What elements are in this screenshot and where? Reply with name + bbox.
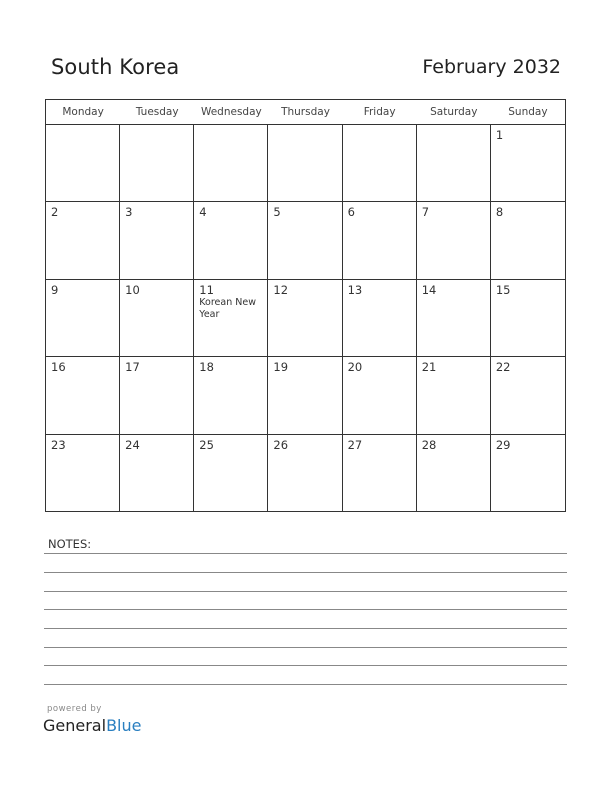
day-number: 8 <box>495 205 504 220</box>
day-cell <box>268 435 342 512</box>
holiday-label: Korean New Year <box>199 296 256 320</box>
day-cell <box>268 202 342 279</box>
day-number: 17 <box>125 360 140 375</box>
day-cell <box>194 125 268 202</box>
notes-line <box>44 647 567 648</box>
generalblue-logo[interactable] <box>43 716 141 735</box>
day-number: 7 <box>421 205 430 220</box>
day-cell <box>194 435 268 512</box>
day-cell <box>491 202 565 279</box>
day-number: 18 <box>199 360 214 375</box>
weekday-tuesday: Tuesday <box>135 106 179 118</box>
day-cell <box>491 280 565 357</box>
day-cell <box>120 280 194 357</box>
brand-blue: Blue <box>106 716 142 735</box>
weekday-friday: Friday <box>363 106 396 118</box>
notes-line <box>44 609 567 610</box>
day-cell <box>343 435 417 512</box>
weekday-wednesday: Wednesday <box>200 106 262 118</box>
day-number: 4 <box>199 205 207 220</box>
day-cell <box>491 435 565 512</box>
weekday-thursday: Thursday <box>281 106 330 118</box>
day-number: 3 <box>125 205 133 220</box>
day-number: 21 <box>421 360 437 375</box>
day-number: 24 <box>125 437 140 452</box>
day-number: 25 <box>199 437 214 452</box>
notes-line <box>44 591 567 592</box>
weekday-sunday: Sunday <box>508 106 548 118</box>
brand-general: General <box>43 716 107 735</box>
day-number: 2 <box>51 205 59 220</box>
calendar-grid <box>45 99 566 512</box>
day-cell <box>120 357 194 434</box>
day-number: 15 <box>495 282 511 297</box>
day-cell <box>46 125 120 202</box>
weekday-header-row <box>46 100 565 125</box>
day-number: 19 <box>273 360 289 375</box>
day-cell <box>417 280 491 357</box>
notes-line <box>44 572 567 573</box>
day-cell <box>268 280 342 357</box>
weekday-saturday: Saturday <box>430 106 478 118</box>
day-number: 1 <box>495 128 504 142</box>
day-number: 11 <box>199 282 214 297</box>
day-number: 5 <box>273 205 281 220</box>
day-number: 20 <box>347 360 363 375</box>
day-cell <box>194 202 268 279</box>
day-cell <box>46 202 120 279</box>
day-number: 13 <box>347 282 363 297</box>
notes-line <box>44 665 567 666</box>
day-number: 26 <box>273 437 289 452</box>
day-cell <box>343 202 417 279</box>
day-number: 14 <box>421 282 437 297</box>
day-number: 6 <box>347 205 355 220</box>
day-cell <box>491 125 565 202</box>
day-number: 9 <box>51 282 59 297</box>
day-number: 27 <box>347 437 363 452</box>
day-cell <box>46 280 120 357</box>
day-number: 10 <box>125 282 140 297</box>
notes-label: NOTES: <box>48 537 92 551</box>
day-cell <box>46 435 120 512</box>
day-cell <box>417 125 491 202</box>
day-cell <box>268 125 342 202</box>
day-cell <box>194 357 268 434</box>
day-number: 23 <box>51 437 66 452</box>
notes-line <box>44 628 567 629</box>
day-cell <box>417 202 491 279</box>
day-cell <box>343 280 417 357</box>
day-cell <box>417 357 491 434</box>
day-cell <box>46 357 120 434</box>
powered-by-text: powered by <box>47 704 102 714</box>
weekday-monday: Monday <box>62 106 104 118</box>
day-cell <box>343 357 417 434</box>
notes-line <box>44 553 567 554</box>
day-cell <box>417 435 491 512</box>
day-number: 22 <box>495 360 511 375</box>
day-cell <box>491 357 565 434</box>
day-number: 29 <box>495 437 511 452</box>
day-cell <box>194 280 268 357</box>
day-cell <box>268 357 342 434</box>
day-cell <box>120 202 194 279</box>
day-number: 16 <box>51 360 66 375</box>
day-cells <box>46 125 565 512</box>
day-cell <box>120 435 194 512</box>
day-cell <box>120 125 194 202</box>
calendar-month-title: February 2032 <box>422 56 561 78</box>
calendar-country-title: South Korea <box>51 55 180 79</box>
day-number: 28 <box>421 437 437 452</box>
notes-line <box>44 684 567 685</box>
day-cell <box>343 125 417 202</box>
day-number: 12 <box>273 282 289 297</box>
